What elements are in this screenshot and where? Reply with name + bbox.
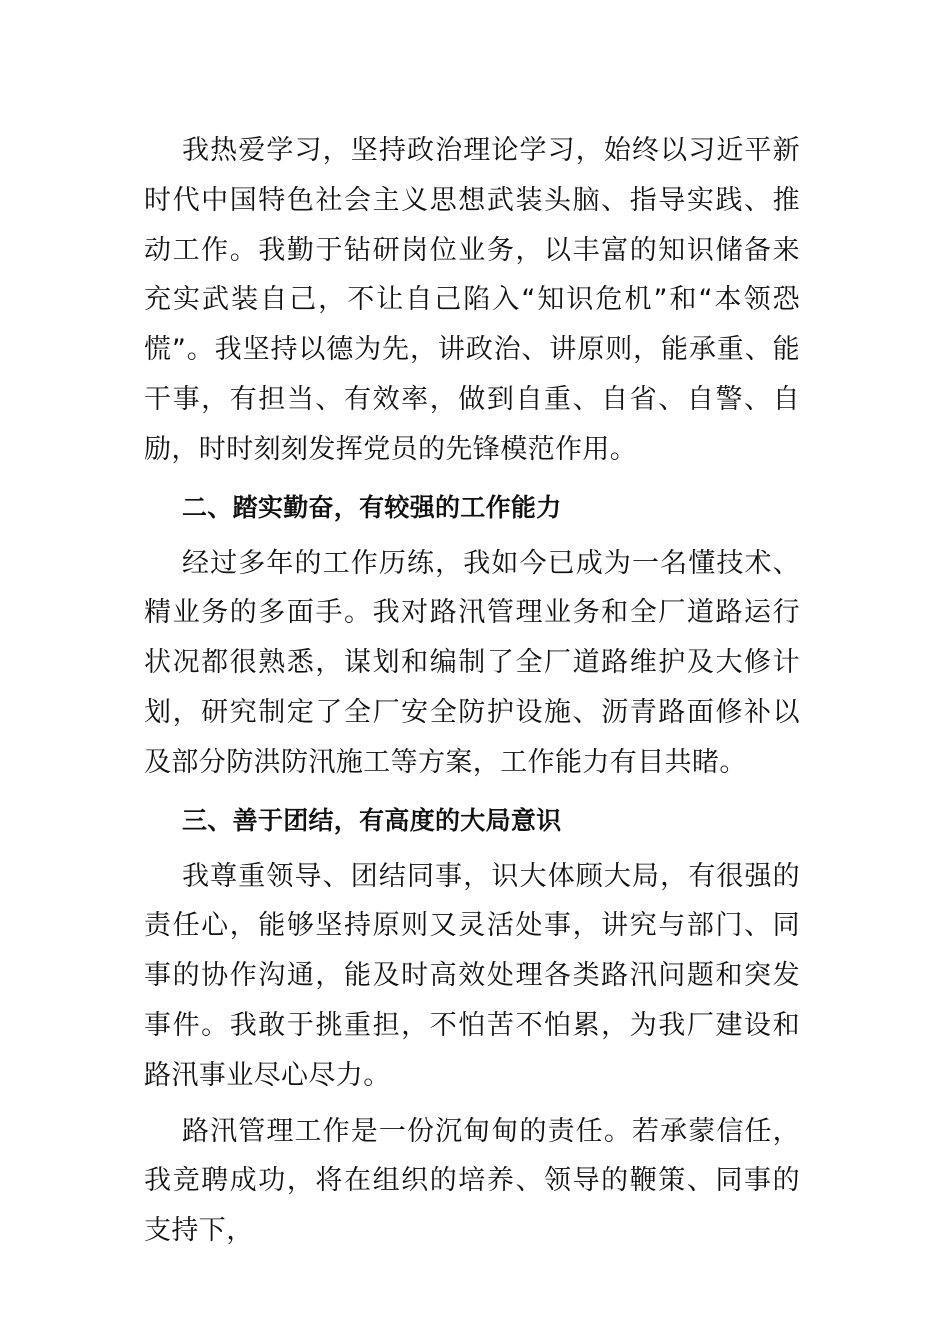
paragraph-study: 我热爱学习，坚持政治理论学习，始终以习近平新时代中国特色社会主义思想武装头脑、指导实践、推动工作。我勤于钻研岗位业务，以丰富的知识储备来充实武装自己，不让自己陷入“知识危机”和“本领恐慌”。我坚持以德为先，讲政治、讲原则，能承重、能干事，有担当、有效率，做到自重、自省、自警、自励，时时刻刻发挥党员的先锋模范作用。 xyxy=(144,135,800,465)
section-heading-unity: 三、善于团结，有高度的大局意识 xyxy=(182,805,562,835)
section-heading-work-ability: 二、踏实勤奋，有较强的工作能力 xyxy=(182,492,562,522)
paragraph-work-ability: 经过多年的工作历练，我如今已成为一名懂技术、精业务的多面手。我对路汛管理业务和全厂道路运行状况都很熟悉，谋划和编制了全厂道路维护及大修计划，研究制定了全厂安全防护设施、沥青路面修补以及部分防洪防汛施工等方案，工作能力有目共睹。 xyxy=(144,547,800,778)
paragraph-unity: 我尊重领导、团结同事，识大体顾大局，有很强的责任心，能够坚持原则又灵活处事，讲究与部门、同事的协作沟通，能及时高效处理各类路汛问题和突发事件。我敢于挑重担，不怕苦不怕累，为我厂建设和路汛事业尽心尽力。 xyxy=(144,860,800,1091)
document-body xyxy=(144,126,800,1256)
paragraph-commitment: 路汛管理工作是一份沉甸甸的责任。若承蒙信任，我竞聘成功，将在组织的培养、领导的鞭策、同事的支持下， xyxy=(144,1115,800,1247)
